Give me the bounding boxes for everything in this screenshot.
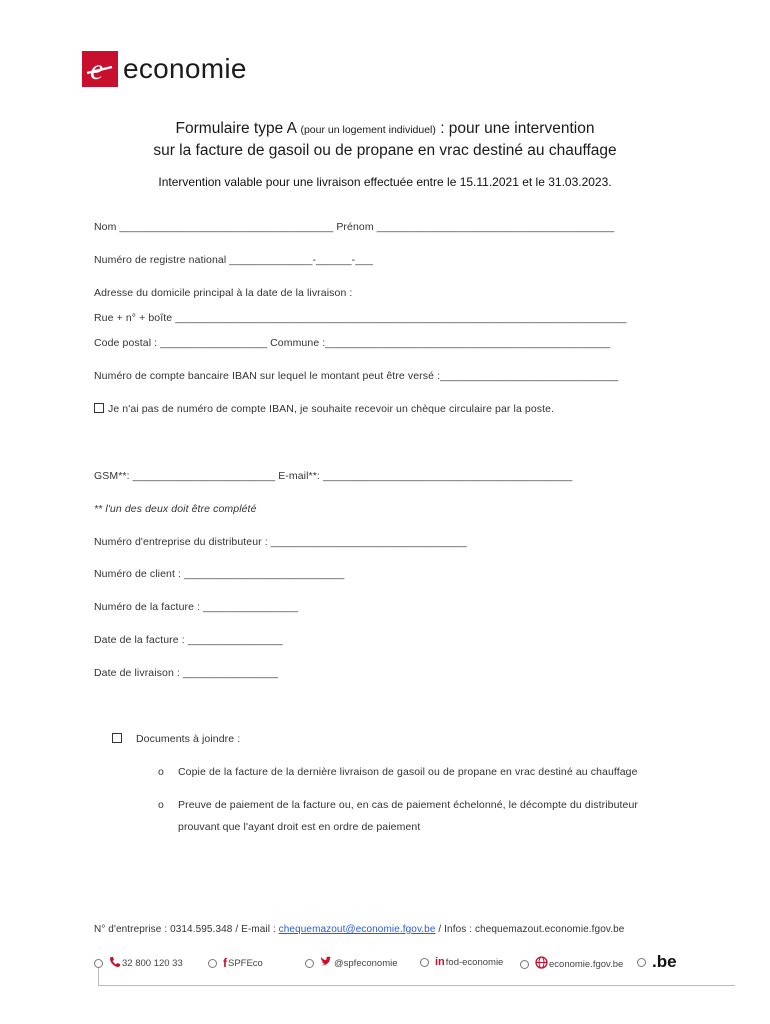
globe-icon bbox=[535, 956, 548, 972]
documents-heading[interactable]: Documents à joindre : bbox=[112, 733, 240, 745]
cheque-option[interactable]: Je n'ai pas de numéro de compte IBAN, je souhaite recevoir un chèque circulaire par la poste. bbox=[94, 403, 554, 415]
linkedin-icon: in bbox=[435, 956, 445, 968]
footer-email-link[interactable]: chequemazout@economie.fgov.be bbox=[278, 924, 436, 935]
form-title-line1: Formulaire type A (pour un logement individuel) : pour une intervention bbox=[175, 120, 595, 137]
postal-field[interactable]: Code postal : __________________ Commune :________________________________________________ bbox=[94, 337, 611, 349]
facture-field[interactable]: Numéro de la facture : ________________ bbox=[94, 601, 299, 613]
contact-website[interactable]: economie.fgov.be bbox=[520, 956, 623, 972]
gsm-email-field[interactable]: GSM**: ________________________ E-mail**: __________________________________________ bbox=[94, 470, 573, 482]
contact-phone[interactable]: 32 800 120 33 bbox=[94, 956, 183, 971]
contact-note: ** l'un des deux doit être complété bbox=[94, 503, 257, 515]
entreprise-field[interactable]: Numéro d'entreprise du distributeur : _________________________________ bbox=[94, 536, 467, 548]
client-field[interactable]: Numéro de client : ___________________________ bbox=[94, 568, 345, 580]
contact-facebook[interactable]: f SPFEco bbox=[208, 956, 263, 970]
contact-linkedin[interactable]: in fod-economie bbox=[420, 956, 503, 968]
economie-logo bbox=[82, 51, 282, 89]
document-item-1: o Copie de la facture de la dernière livraison de gasoil ou de propane en vrac destiné au chauffage bbox=[158, 766, 638, 778]
adresse-heading: Adresse du domicile principal à la date de la livraison : bbox=[94, 287, 353, 299]
name-field[interactable]: Nom ____________________________________ Prénom ________________________________________ bbox=[94, 221, 615, 233]
economie-logo-word: economie bbox=[123, 53, 247, 84]
document-item-2-continued: prouvant que l'ayant droit est en ordre de paiement bbox=[178, 821, 421, 833]
economie-logo-icon bbox=[82, 51, 118, 87]
registre-field[interactable]: Numéro de registre national ______________-______-___ bbox=[94, 254, 374, 266]
rue-field[interactable]: Rue + n° + boîte ____________________________________________________________________________ bbox=[94, 312, 627, 324]
document-item-2: o Preuve de paiement de la facture ou, en cas de paiement échelonné, le décompte du distributeur bbox=[158, 799, 639, 811]
contact-twitter[interactable]: @spfeconomie bbox=[305, 956, 398, 970]
twitter-icon bbox=[320, 956, 333, 970]
documents-checkbox[interactable] bbox=[112, 733, 122, 743]
footer-info: N° d'entreprise : 0314.595.348 / E-mail : chequemazout@economie.fgov.be / Infos : chequemazout.economie.fgov.be bbox=[94, 924, 625, 935]
be-logo bbox=[637, 952, 677, 972]
facebook-icon: f bbox=[223, 956, 227, 970]
phone-icon bbox=[109, 956, 121, 971]
date-facture-field[interactable]: Date de la facture : ________________ bbox=[94, 634, 283, 646]
form-title-line2: sur la facture de gasoil ou de propane en vrac destiné au chauffage bbox=[153, 142, 617, 159]
cheque-checkbox[interactable] bbox=[94, 403, 104, 413]
date-livraison-field[interactable]: Date de livraison : ________________ bbox=[94, 667, 278, 679]
iban-field[interactable]: Numéro de compte bancaire IBAN sur lequel le montant peut être versé :______________________________ bbox=[94, 370, 619, 382]
form-subtitle: Intervention valable pour une livraison effectuée entre le 15.11.2021 et le 31.03.2023. bbox=[158, 175, 612, 189]
be-logo-text: .be bbox=[652, 952, 677, 971]
svg-text:e: e bbox=[90, 53, 104, 86]
